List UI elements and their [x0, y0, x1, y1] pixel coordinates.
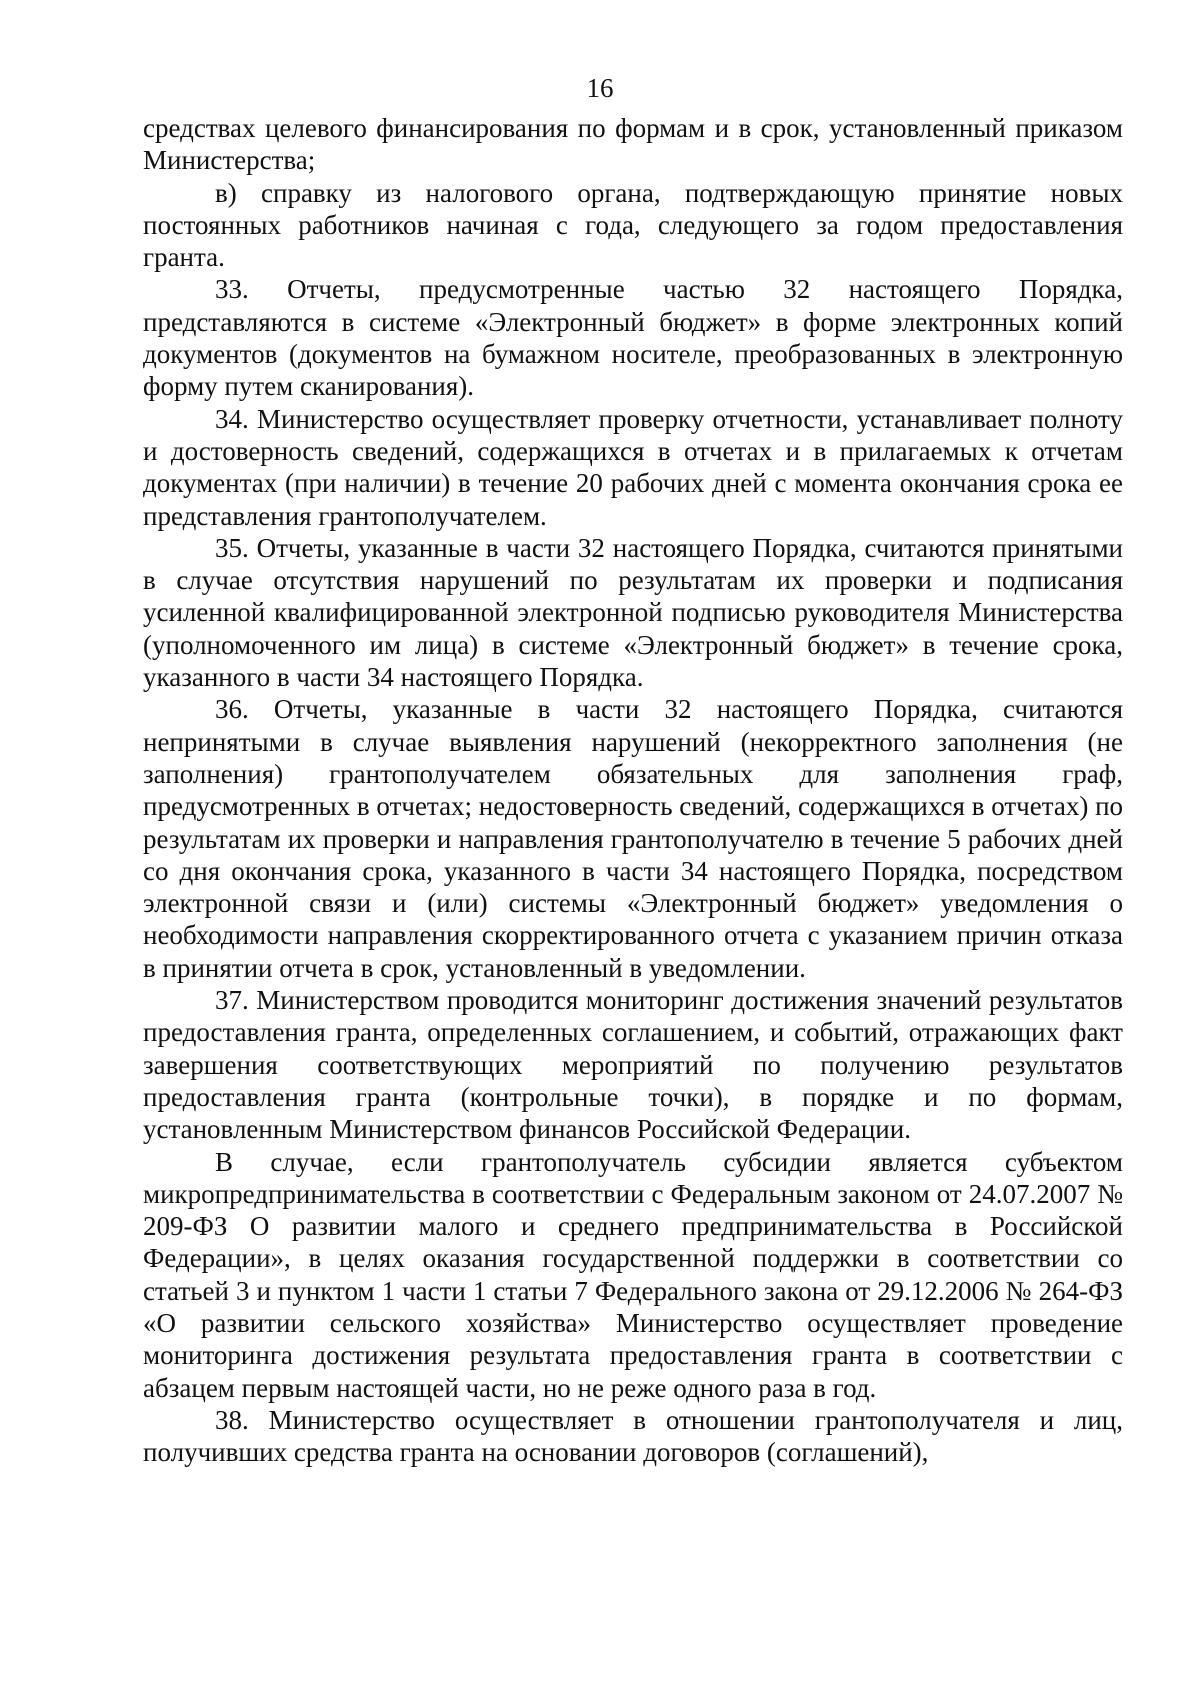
paragraph: средствах целевого финансирования по формам и в срок, установленный приказом Министерства;	[143, 113, 1123, 176]
document-body	[143, 112, 1123, 1468]
paragraph: 37. Министерством проводится мониторинг достижения значений результатов предоставления гранта, определенных соглашением, и событий, отражающих факт завершения соответствующих мероприятий по получению результатов предоставления гранта (контрольные точки), в порядке и по формам, установленным Министерством финансов Российской Федерации.	[143, 985, 1123, 1145]
paragraph: в) справку из налогового органа, подтверждающую принятие новых постоянных работников начиная с года, следующего за годом предоставления гранта.	[143, 177, 1123, 273]
paragraph: В случае, если грантополучатель субсидии является субъектом микропредпринимательства в соответствии с Федеральным законом от 24.07.2007 № 209-ФЗ О развитии малого и среднего предпринимательства в Российской Федерации», в целях оказания государственной поддержки в соответствии со статьей 3 и пунктом 1 части 1 статьи 7 Федерального закона от 29.12.2006 № 264-ФЗ «О развитии сельского хозяйства» Министерство осуществляет проведение мониторинга достижения результата предоставления гранта в соответствии с абзацем первым настоящей части, но не реже одного раза в год.	[143, 1146, 1123, 1403]
paragraph: 36. Отчеты, указанные в части 32 настоящего Порядка, считаются непринятыми в случае выявления нарушений (некорректного заполнения (не заполнения) грантополучателем обязательных для заполнения граф, предусмотренных в отчетах; недостоверность сведений, содержащихся в отчетах) по результатам их проверки и направления грантополучателю в течение 5 рабочих дней со дня окончания срока, указанного в части 34 настоящего Порядка, посредством электронной связи и (или) системы «Электронный бюджет» уведомления о необходимости направления скорректированного отчета с указанием причин отказа в принятии отчета в срок, установленный в уведомлении.	[143, 694, 1124, 983]
paragraph: 34. Министерство осуществляет проверку отчетности, устанавливает полноту и достоверность сведений, содержащихся в отчетах и в прилагаемых к отчетам документах (при наличии) в течение 20 рабочих дней с момента окончания срока ее представления грантополучателем.	[143, 403, 1123, 531]
page-number: 16	[586, 73, 614, 103]
paragraph: 35. Отчеты, указанные в части 32 настоящего Порядка, считаются принятыми в случае отсутствия нарушений по результатам их проверки и подписания усиленной квалифицированной электронной подписью руководителя Министерства (уполномоченного им лица) в системе «Электронный бюджет» в течение срока, указанного в части 34 настоящего Порядка.	[143, 532, 1123, 693]
paragraph-last: 38. Министерство осуществляет в отношении грантополучателя и лиц, получивших средства гранта на основании договоров (соглашений),	[143, 1404, 1123, 1468]
paragraph: 33. Отчеты, предусмотренные частью 32 настоящего Порядка, представляются в системе «Электронный бюджет» в форме электронных копий документов (документов на бумажном носителе, преобразованных в электронную форму путем сканирования).	[143, 274, 1123, 402]
